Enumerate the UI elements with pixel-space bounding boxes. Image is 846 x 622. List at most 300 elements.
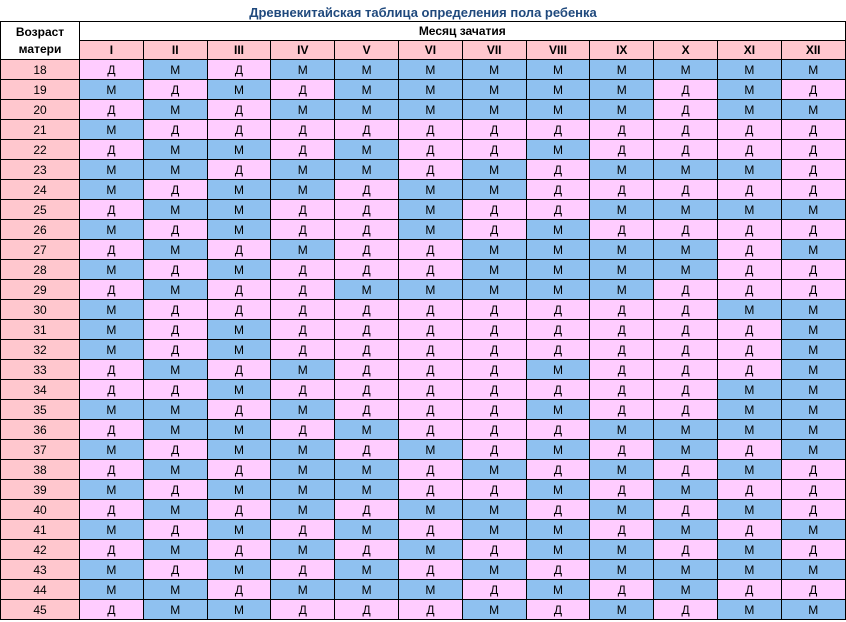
girl-cell: Д	[462, 200, 526, 220]
girl-cell: Д	[80, 540, 144, 560]
girl-cell: Д	[590, 480, 654, 500]
girl-cell: Д	[462, 420, 526, 440]
girl-cell: Д	[526, 120, 590, 140]
age-cell: 31	[1, 320, 80, 340]
girl-cell: Д	[335, 360, 399, 380]
boy-cell: М	[80, 180, 144, 200]
month-header-1: I	[80, 41, 144, 60]
girl-cell: Д	[781, 120, 845, 140]
girl-cell: Д	[335, 400, 399, 420]
boy-cell: М	[590, 240, 654, 260]
boy-cell: М	[654, 200, 718, 220]
month-header-9: IX	[590, 41, 654, 60]
month-header-10: X	[654, 41, 718, 60]
boy-cell: М	[462, 260, 526, 280]
boy-cell: М	[335, 460, 399, 480]
girl-cell: Д	[717, 140, 781, 160]
girl-cell: Д	[526, 200, 590, 220]
boy-cell: М	[80, 520, 144, 540]
age-cell: 28	[1, 260, 80, 280]
girl-cell: Д	[717, 280, 781, 300]
girl-cell: Д	[398, 260, 462, 280]
boy-cell: М	[781, 520, 845, 540]
boy-cell: М	[207, 520, 271, 540]
girl-cell: Д	[271, 320, 335, 340]
girl-cell: Д	[781, 140, 845, 160]
boy-cell: М	[717, 80, 781, 100]
boy-cell: М	[80, 480, 144, 500]
boy-cell: М	[80, 320, 144, 340]
boy-cell: М	[398, 200, 462, 220]
boy-cell: М	[80, 80, 144, 100]
boy-cell: М	[271, 360, 335, 380]
girl-cell: Д	[271, 560, 335, 580]
boy-cell: М	[590, 540, 654, 560]
boy-cell: М	[398, 60, 462, 80]
month-header-12: XII	[781, 41, 845, 60]
girl-cell: Д	[271, 220, 335, 240]
boy-cell: М	[654, 440, 718, 460]
boy-cell: М	[781, 200, 845, 220]
girl-cell: Д	[335, 600, 399, 620]
boy-cell: М	[335, 560, 399, 580]
girl-cell: Д	[143, 560, 207, 580]
boy-cell: М	[143, 360, 207, 380]
boy-cell: М	[271, 160, 335, 180]
table-row	[1, 360, 846, 380]
girl-cell: Д	[654, 380, 718, 400]
boy-cell: М	[143, 420, 207, 440]
age-cell: 38	[1, 460, 80, 480]
boy-cell: М	[207, 600, 271, 620]
table-row	[1, 80, 846, 100]
girl-cell: Д	[526, 380, 590, 400]
boy-cell: М	[398, 580, 462, 600]
boy-cell: М	[143, 580, 207, 600]
girl-cell: Д	[462, 220, 526, 240]
table-row	[1, 300, 846, 320]
boy-cell: М	[526, 360, 590, 380]
boy-cell: М	[781, 600, 845, 620]
boy-cell: М	[271, 500, 335, 520]
boy-cell: М	[781, 320, 845, 340]
girl-cell: Д	[207, 300, 271, 320]
girl-cell: Д	[143, 180, 207, 200]
page-title: Древнекитайская таблица определения пола ребенка	[249, 5, 597, 20]
boy-cell: М	[207, 560, 271, 580]
boy-cell: М	[335, 420, 399, 440]
girl-cell: Д	[398, 300, 462, 320]
age-cell: 36	[1, 420, 80, 440]
boy-cell: М	[781, 400, 845, 420]
girl-cell: Д	[80, 240, 144, 260]
boy-cell: М	[143, 160, 207, 180]
girl-cell: Д	[398, 400, 462, 420]
table-row	[1, 540, 846, 560]
boy-cell: М	[654, 260, 718, 280]
boy-cell: М	[654, 580, 718, 600]
boy-cell: М	[462, 100, 526, 120]
girl-cell: Д	[335, 240, 399, 260]
girl-cell: Д	[207, 280, 271, 300]
girl-cell: Д	[781, 480, 845, 500]
girl-cell: Д	[80, 60, 144, 80]
table-row	[1, 180, 846, 200]
girl-cell: Д	[335, 260, 399, 280]
table-row	[1, 100, 846, 120]
girl-cell: Д	[781, 460, 845, 480]
age-cell: 40	[1, 500, 80, 520]
girl-cell: Д	[398, 340, 462, 360]
girl-cell: Д	[335, 220, 399, 240]
girl-cell: Д	[335, 380, 399, 400]
boy-cell: М	[781, 300, 845, 320]
girl-cell: Д	[80, 280, 144, 300]
boy-cell: М	[398, 180, 462, 200]
boy-cell: М	[590, 560, 654, 580]
boy-cell: М	[335, 580, 399, 600]
girl-cell: Д	[781, 580, 845, 600]
boy-cell: М	[207, 80, 271, 100]
age-cell: 34	[1, 380, 80, 400]
age-cell: 37	[1, 440, 80, 460]
boy-cell: М	[781, 440, 845, 460]
girl-cell: Д	[590, 580, 654, 600]
boy-cell: М	[654, 420, 718, 440]
girl-cell: Д	[143, 520, 207, 540]
boy-cell: М	[80, 340, 144, 360]
boy-cell: М	[207, 440, 271, 460]
girl-cell: Д	[654, 140, 718, 160]
table-row	[1, 420, 846, 440]
girl-cell: Д	[654, 300, 718, 320]
girl-cell: Д	[717, 580, 781, 600]
month-header-6: VI	[398, 41, 462, 60]
girl-cell: Д	[654, 500, 718, 520]
girl-cell: Д	[526, 180, 590, 200]
boy-cell: М	[590, 80, 654, 100]
boy-cell: М	[717, 560, 781, 580]
boy-cell: М	[143, 500, 207, 520]
age-cell: 23	[1, 160, 80, 180]
boy-cell: М	[80, 440, 144, 460]
boy-cell: М	[717, 300, 781, 320]
girl-cell: Д	[654, 540, 718, 560]
girl-cell: Д	[717, 520, 781, 540]
girl-cell: Д	[335, 180, 399, 200]
boy-cell: М	[526, 240, 590, 260]
girl-cell: Д	[207, 460, 271, 480]
boy-cell: М	[717, 460, 781, 480]
boy-cell: М	[207, 260, 271, 280]
boy-cell: М	[717, 600, 781, 620]
girl-cell: Д	[398, 140, 462, 160]
boy-cell: М	[271, 460, 335, 480]
girl-cell: Д	[590, 340, 654, 360]
boy-cell: М	[462, 60, 526, 80]
girl-cell: Д	[654, 100, 718, 120]
table-row	[1, 240, 846, 260]
girl-cell: Д	[526, 460, 590, 480]
table-row	[1, 460, 846, 480]
girl-cell: Д	[143, 320, 207, 340]
boy-cell: М	[590, 60, 654, 80]
table-row	[1, 480, 846, 500]
boy-cell: М	[335, 160, 399, 180]
boy-cell: М	[781, 60, 845, 80]
girl-cell: Д	[462, 340, 526, 360]
gender-prediction-table	[0, 21, 846, 620]
girl-cell: Д	[80, 600, 144, 620]
girl-cell: Д	[335, 120, 399, 140]
boy-cell: М	[526, 520, 590, 540]
boy-cell: М	[80, 160, 144, 180]
table-body	[1, 60, 846, 620]
girl-cell: Д	[398, 320, 462, 340]
girl-cell: Д	[207, 120, 271, 140]
girl-cell: Д	[462, 440, 526, 460]
girl-cell: Д	[80, 420, 144, 440]
boy-cell: М	[526, 140, 590, 160]
boy-cell: М	[462, 520, 526, 540]
girl-cell: Д	[207, 160, 271, 180]
age-cell: 26	[1, 220, 80, 240]
boy-cell: М	[654, 560, 718, 580]
boy-cell: М	[207, 180, 271, 200]
girl-cell: Д	[781, 540, 845, 560]
table-row	[1, 140, 846, 160]
boy-cell: М	[271, 440, 335, 460]
age-cell: 24	[1, 180, 80, 200]
girl-cell: Д	[207, 540, 271, 560]
boy-cell: М	[462, 180, 526, 200]
girl-cell: Д	[590, 360, 654, 380]
girl-cell: Д	[590, 220, 654, 240]
table-row	[1, 120, 846, 140]
girl-cell: Д	[398, 460, 462, 480]
boy-cell: М	[717, 500, 781, 520]
girl-cell: Д	[398, 240, 462, 260]
boy-cell: М	[526, 400, 590, 420]
girl-cell: Д	[80, 360, 144, 380]
age-cell: 33	[1, 360, 80, 380]
boy-cell: М	[143, 240, 207, 260]
girl-cell: Д	[781, 160, 845, 180]
table-row	[1, 380, 846, 400]
age-label-line2: матери	[18, 41, 62, 56]
girl-cell: Д	[781, 260, 845, 280]
girl-cell: Д	[271, 140, 335, 160]
boy-cell: М	[143, 200, 207, 220]
girl-cell: Д	[654, 180, 718, 200]
age-cell: 20	[1, 100, 80, 120]
boy-cell: М	[335, 100, 399, 120]
girl-cell: Д	[526, 320, 590, 340]
girl-cell: Д	[207, 500, 271, 520]
boy-cell: М	[526, 480, 590, 500]
age-cell: 41	[1, 520, 80, 540]
age-cell: 45	[1, 600, 80, 620]
boy-cell: М	[590, 200, 654, 220]
girl-cell: Д	[526, 300, 590, 320]
table-row	[1, 440, 846, 460]
girl-cell: Д	[143, 80, 207, 100]
girl-cell: Д	[654, 400, 718, 420]
girl-cell: Д	[271, 420, 335, 440]
girl-cell: Д	[717, 240, 781, 260]
girl-cell: Д	[654, 600, 718, 620]
boy-cell: М	[398, 100, 462, 120]
girl-cell: Д	[717, 220, 781, 240]
boy-cell: М	[462, 500, 526, 520]
boy-cell: М	[462, 460, 526, 480]
girl-cell: Д	[462, 400, 526, 420]
girl-cell: Д	[80, 100, 144, 120]
girl-cell: Д	[335, 500, 399, 520]
girl-cell: Д	[590, 180, 654, 200]
girl-cell: Д	[717, 360, 781, 380]
girl-cell: Д	[781, 500, 845, 520]
girl-cell: Д	[271, 200, 335, 220]
girl-cell: Д	[398, 600, 462, 620]
girl-cell: Д	[462, 320, 526, 340]
table-row	[1, 560, 846, 580]
boy-cell: М	[590, 500, 654, 520]
boy-cell: М	[462, 80, 526, 100]
month-header-4: IV	[271, 41, 335, 60]
month-header-7: VII	[462, 41, 526, 60]
girl-cell: Д	[335, 440, 399, 460]
girl-cell: Д	[80, 380, 144, 400]
boy-cell: М	[207, 140, 271, 160]
girl-cell: Д	[335, 540, 399, 560]
boy-cell: М	[781, 340, 845, 360]
boy-cell: М	[398, 540, 462, 560]
boy-cell: М	[717, 540, 781, 560]
boy-cell: М	[526, 100, 590, 120]
month-header-8: VIII	[526, 41, 590, 60]
boy-cell: М	[271, 400, 335, 420]
table-row	[1, 340, 846, 360]
boy-cell: М	[398, 220, 462, 240]
girl-cell: Д	[654, 80, 718, 100]
age-cell: 22	[1, 140, 80, 160]
girl-cell: Д	[271, 600, 335, 620]
girl-cell: Д	[143, 440, 207, 460]
boy-cell: М	[526, 540, 590, 560]
boy-cell: М	[462, 240, 526, 260]
girl-cell: Д	[526, 420, 590, 440]
boy-cell: М	[526, 260, 590, 280]
boy-cell: М	[781, 360, 845, 380]
boy-cell: М	[781, 100, 845, 120]
girl-cell: Д	[462, 480, 526, 500]
girl-cell: Д	[781, 280, 845, 300]
boy-cell: М	[781, 420, 845, 440]
age-cell: 30	[1, 300, 80, 320]
boy-cell: М	[143, 400, 207, 420]
boy-cell: М	[526, 220, 590, 240]
boy-cell: М	[717, 60, 781, 80]
girl-cell: Д	[717, 120, 781, 140]
girl-cell: Д	[80, 460, 144, 480]
boy-cell: М	[462, 600, 526, 620]
girl-cell: Д	[271, 340, 335, 360]
age-cell: 27	[1, 240, 80, 260]
boy-cell: М	[207, 220, 271, 240]
girl-cell: Д	[462, 580, 526, 600]
girl-cell: Д	[335, 300, 399, 320]
girl-cell: Д	[590, 380, 654, 400]
girl-cell: Д	[717, 260, 781, 280]
boy-cell: М	[80, 400, 144, 420]
age-cell: 39	[1, 480, 80, 500]
girl-cell: Д	[590, 140, 654, 160]
girl-cell: Д	[462, 380, 526, 400]
girl-cell: Д	[526, 560, 590, 580]
girl-cell: Д	[462, 120, 526, 140]
girl-cell: Д	[717, 340, 781, 360]
girl-cell: Д	[143, 300, 207, 320]
boy-cell: М	[590, 420, 654, 440]
boy-cell: М	[590, 160, 654, 180]
girl-cell: Д	[398, 560, 462, 580]
boy-cell: М	[526, 60, 590, 80]
boy-cell: М	[398, 500, 462, 520]
age-label-line1: Возраст	[15, 24, 65, 39]
boy-cell: М	[335, 480, 399, 500]
girl-cell: Д	[398, 380, 462, 400]
boy-cell: М	[207, 200, 271, 220]
boy-cell: М	[654, 160, 718, 180]
month-group-header: Месяц зачатия	[80, 22, 846, 41]
girl-cell: Д	[207, 100, 271, 120]
boy-cell: М	[526, 440, 590, 460]
girl-cell: Д	[335, 320, 399, 340]
age-column-header	[1, 22, 80, 60]
month-header-11: XI	[717, 41, 781, 60]
girl-cell: Д	[143, 220, 207, 240]
table-row	[1, 280, 846, 300]
boy-cell: М	[398, 280, 462, 300]
boy-cell: М	[781, 240, 845, 260]
boy-cell: М	[143, 60, 207, 80]
table-row	[1, 60, 846, 80]
table-row	[1, 220, 846, 240]
boy-cell: М	[781, 560, 845, 580]
boy-cell: М	[271, 60, 335, 80]
boy-cell: М	[398, 440, 462, 460]
boy-cell: М	[590, 460, 654, 480]
girl-cell: Д	[462, 300, 526, 320]
boy-cell: М	[462, 280, 526, 300]
girl-cell: Д	[654, 220, 718, 240]
girl-cell: Д	[335, 200, 399, 220]
boy-cell: М	[590, 100, 654, 120]
boy-cell: М	[271, 540, 335, 560]
boy-cell: М	[526, 580, 590, 600]
boy-cell: М	[654, 520, 718, 540]
boy-cell: М	[80, 120, 144, 140]
month-header-3: III	[207, 41, 271, 60]
boy-cell: М	[590, 600, 654, 620]
age-cell: 18	[1, 60, 80, 80]
girl-cell: Д	[781, 180, 845, 200]
table-row	[1, 320, 846, 340]
girl-cell: Д	[207, 400, 271, 420]
girl-cell: Д	[80, 200, 144, 220]
boy-cell: М	[207, 380, 271, 400]
